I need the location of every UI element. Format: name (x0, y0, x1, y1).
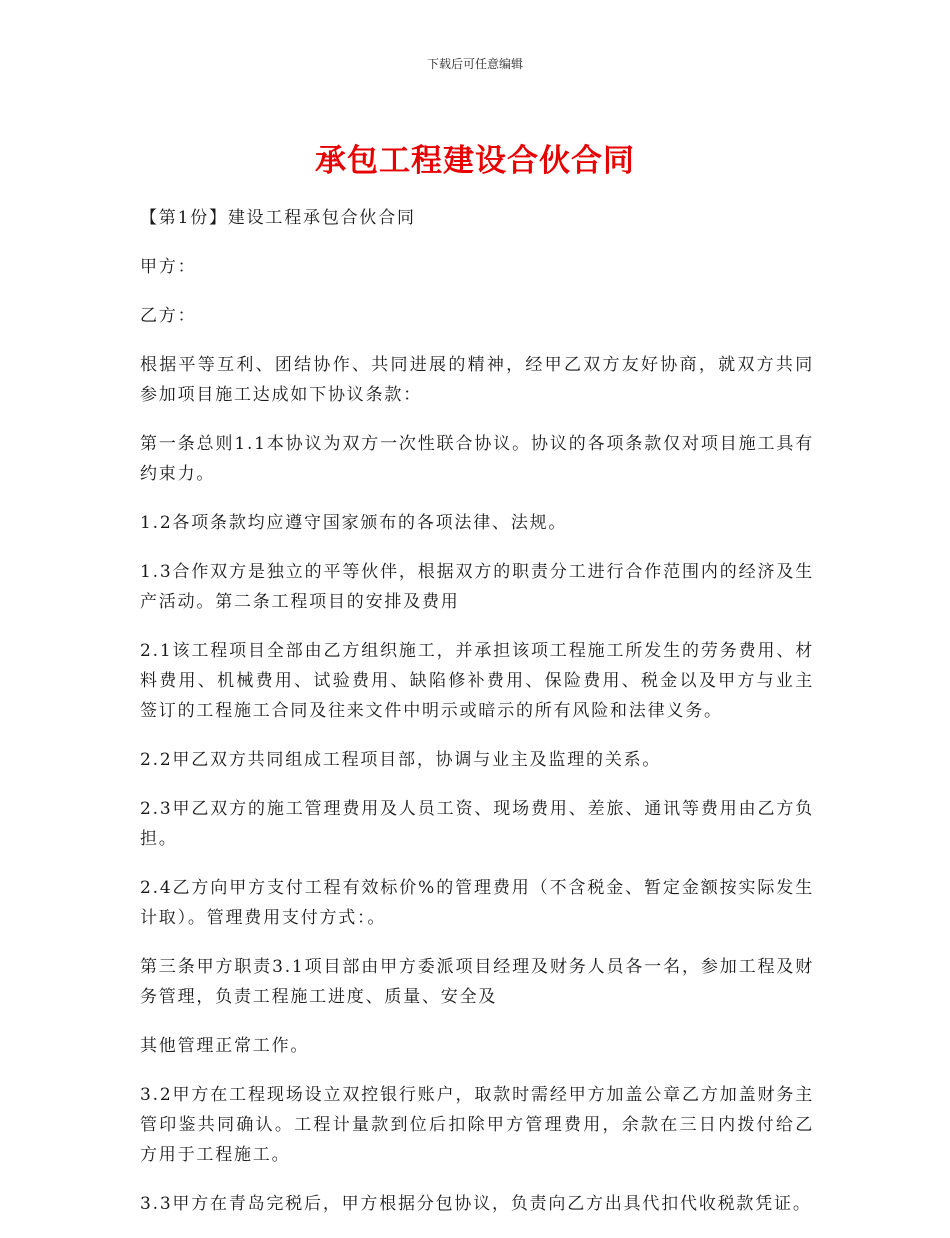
paragraph-party-a: 甲方： (140, 257, 197, 277)
paragraph-article-3-3: 3.3甲方在青岛完税后，甲方根据分包协议，负责向乙方出具代扣代收税款凭证。 (140, 1194, 812, 1214)
paragraph-article-2-4: 2.4乙方向甲方支付工程有效标价%的管理费用（不含税金、暂定金额按实际发生计取）。管理费用支付方式：。 (140, 878, 814, 928)
paragraph-preamble: 根据平等互利、团结协作、共同进展的精神，经甲乙双方友好协商，就双方共同参加项目施工达成如下协议条款： (140, 355, 814, 405)
document-body (140, 203, 814, 1238)
paragraph-article-1-2: 1.2各项条款均应遵守国家颁布的各项法律、法规。 (140, 513, 568, 533)
paragraph-article-2-2: 2.2甲乙双方共同组成工程项目部，协调与业主及监理的关系。 (140, 750, 662, 770)
paragraph-article-3-1-cont: 其他管理正常工作。 (140, 1036, 310, 1056)
paragraph-article-2-3: 2.3甲乙双方的施工管理费用及人员工资、现场费用、差旅、通讯等费用由乙方负担。 (140, 799, 814, 849)
paragraph-article-3-1: 第三条甲方职责3.1项目部由甲方委派项目经理及财务人员各一名，参加工程及财务管理，负责工程施工进度、质量、安全及 (140, 957, 814, 1007)
paragraph-article-2-1: 2.1该工程项目全部由乙方组织施工，并承担该项工程施工所发生的劳务费用、材料费用、机械费用、试验费用、缺陷修补费用、保险费用、税金以及甲方与业主签订的工程施工合同及往来文件中明示或暗示的所有风险和法律义务。 (140, 641, 814, 721)
document-title: 承包工程建设合伙合同 (315, 143, 635, 179)
paragraph-article-3-2: 3.2甲方在工程现场设立双控银行账户，取款时需经甲方加盖公章乙方加盖财务主管印鉴共同确认。工程计量款到位后扣除甲方管理费用，余款在三日内拨付给乙方用于工程施工。 (140, 1085, 814, 1165)
paragraph-part-heading: 【第1份】建设工程承包合伙合同 (140, 208, 416, 228)
page-header: 下载后可任意编辑 (426, 57, 523, 71)
paragraph-article-1-1: 第一条总则1.1本协议为双方一次性联合协议。协议的各项条款仅对项目施工具有约束力。 (140, 434, 814, 484)
paragraph-party-b: 乙方： (140, 306, 197, 326)
paragraph-article-1-3: 1.3合作双方是独立的平等伙伴，根据双方的职责分工进行合作范围内的经济及生产活动。第二条工程项目的安排及费用 (140, 562, 814, 612)
